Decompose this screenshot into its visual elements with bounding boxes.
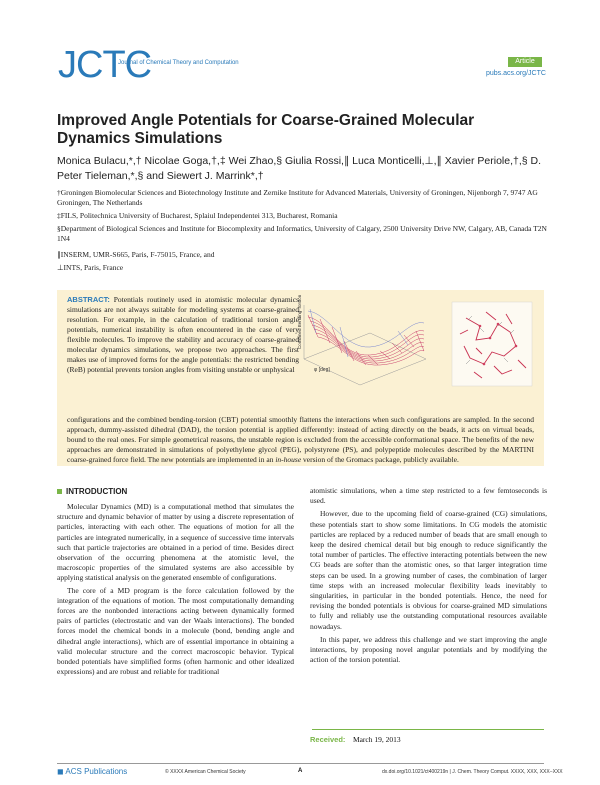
publisher-logo: [57, 767, 127, 776]
received-label: Received:: [310, 735, 346, 744]
section-marker-icon: [57, 489, 62, 494]
abstract-text-part3: version of the Gromacs package, publicly available.: [301, 455, 459, 464]
journal-name: Journal of Chemical Theory and Computation: [118, 60, 239, 66]
paragraph: Molecular Dynamics (MD) is a computational method that simulates the structure and dynamic behavior of matter by using a discrete representation of particles, interacting with each other. The equations of motion for all the particles are integrated numerically, in a sequence of successive time intervals such that particle trajectories are obtained in a period of time. Besides direct observation of the occurring phenomena at the atomistic level, the macroscopic properties of the simulated systems are also accessible by applying statistical analysis on the generated ensemble of configurations.: [57, 502, 294, 583]
publisher-icon: ◼: [57, 767, 66, 776]
abstract-wrapped-text: [67, 295, 299, 375]
figure-x-label: φ [deg]: [314, 367, 330, 373]
abstract-text-part2: configurations and the combined bending-torsion (CBT) potential smoothly flattens the interactions when such configurations are sampled. In the second approach, dummy-assisted dihedral (DAD), the torsion potential is applied differently: instead of acting directly on the beads, it acts on virtual beads, bound to the real ones. For simple geometrical reasons, the unstable region is excluded from the accessible conformational space. The benefits of the new approaches are demonstrated in simulations of polyethylene glycol (PEG), polystyrene (PS), and polypeptide molecules described by the MARTINI coarse-grained force field. The new potentials are implemented in an: [67, 415, 534, 464]
footer-divider: [57, 763, 544, 764]
section-heading-text: INTRODUCTION: [66, 487, 128, 496]
article-type-badge: Article: [508, 57, 542, 67]
affiliation: §Department of Biological Sciences and Institute for Biocomplexity and Informatics, University of Calgary, 2500 University Drive NW, Calgary, AB, Canada T2N 1N4: [57, 224, 547, 243]
affiliation: ⊥INTS, Paris, France: [57, 263, 124, 272]
abstract-italic: in-house: [275, 455, 302, 464]
affiliation: ‡FILS, Politechnica University of Bucharest, Splaiul Independentei 313, Bucharest, Romania: [57, 211, 338, 220]
author-list: Monica Bulacu,*,† Nicolae Goga,†,‡ Wei Zhao,§ Giulia Rossi,∥ Luca Monticelli,⊥,∥ Xavier Periole,†,§ D. Peter Tieleman,*,§ and Siewert J. Marrink*,†: [57, 155, 542, 182]
paper-title: Improved Angle Potentials for Coarse-Grained Molecular Dynamics Simulations: [57, 112, 475, 147]
affiliation: ∥INSERM, UMR-S665, Paris, F-75015, France, and: [57, 250, 215, 259]
section-heading: [57, 487, 127, 496]
journal-url[interactable]: pubs.acs.org/JCTC: [486, 70, 546, 77]
abstract-full-text: [67, 415, 534, 465]
page-number: A: [298, 768, 303, 774]
abstract-text-part1: Potentials routinely used in atomistic molecular dynamics simulations are not always suitable for modeling systems at coarse-grained resolution. For example, in the calculation of traditional torsion angle potentials, numerical instability is often encountered in the case of very flexible molecules. To improve the stability and accuracy of coarse-grained molecular dynamics simulations, we propose two approaches. The first makes use of improved forms for the angle potentials: the restricted bending (ReB) potential prevents torsion angles from visiting unstable or unphysical: [67, 295, 300, 374]
paragraph: In this paper, we address this challenge and we start improving the angle interactions, by proposing novel angular potentials and by modifying the action of the torsion potential.: [310, 634, 547, 665]
molecule-figure: [446, 298, 538, 390]
figure-z-label: Combined Bending-Torsion: [297, 294, 302, 349]
received-value: March 19, 2013: [352, 735, 401, 744]
abstract-label: ABSTRACT:: [67, 295, 110, 304]
surface-plot-figure: [297, 294, 430, 392]
received-date: [310, 735, 401, 744]
paragraph: The core of a MD program is the force calculation followed by the integration of the equations of motion. The most computationally demanding forces are the nonbonded interactions acting between dynamically formed pairs of particles (electrostatic and van der Waals interactions). The bonded forces model the chemical bonds in a molecule (bond, bending angle and dihedral angle interactions), which are of essential importance in obtaining a valid molecular structure and the correct macroscopic behavior. Typical bonded potentials have simplified forms (often harmonic and other idealized expressions) and are robust and reliable for traditional: [57, 585, 294, 677]
doi-citation[interactable]: dx.doi.org/10.1021/ct400219n | J. Chem. Theory Comput. XXXX, XXX, XXX−XXX: [382, 769, 563, 775]
received-divider: [312, 729, 544, 730]
copyright: © XXXX American Chemical Society: [165, 769, 246, 775]
publisher-name: ACS Publications: [65, 767, 128, 776]
journal-logo: JCTC: [58, 44, 152, 86]
right-column: [310, 486, 547, 665]
paragraph: atomistic simulations, when a time step restricted to a few femtoseconds is used.: [310, 486, 547, 506]
paragraph: However, due to the upcoming field of coarse-grained (CG) simulations, these potentials start to show some limitations. In CG models the atomistic particles are replaced by a reduced number of beads that are small enough to keep the desired chemical detail but big enough to reduce significantly the total number of particles. The effective interacting potentials between the new CG beads are softer than the atomistic ones, so that larger integration time steps can be used. In a growing number of cases, the combination of larger time steps with an increased molecular flexibility leads inevitably to singularities, in particular in the bonded potentials. Hence, the need for revising the bonded potentials is obvious for coarse-grained MD simulations to fully and reliably use the outstanding computational resources available nowadays.: [310, 509, 547, 631]
affiliation: †Groningen Biomolecular Sciences and Biotechnology Institute and Zernike Institute for Advanced Materials, University of Groningen, Nijenborgh 7, 9747 AG Groningen, The Netherlands: [57, 188, 538, 207]
left-column: [57, 502, 294, 677]
